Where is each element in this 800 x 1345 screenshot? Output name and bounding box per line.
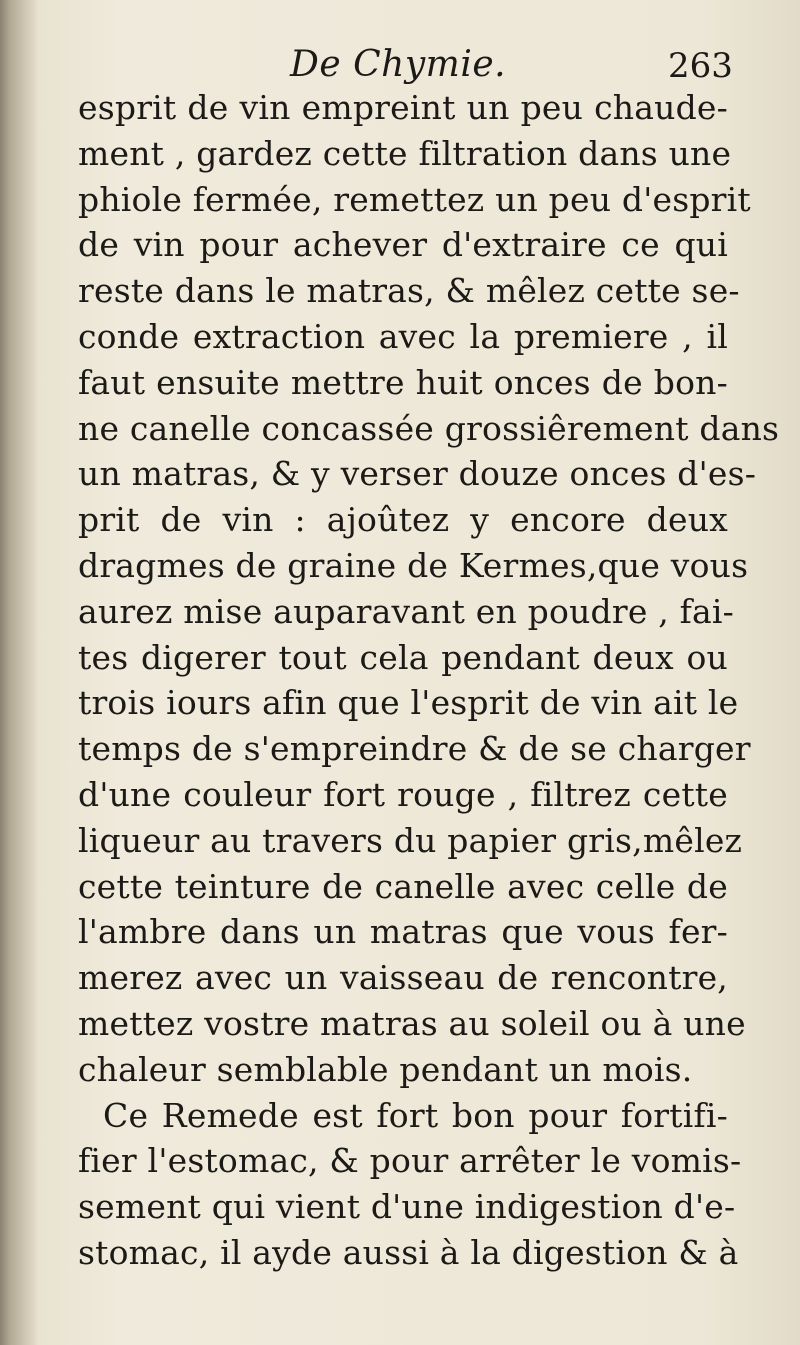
text-line: d'une couleur fort rouge , filtrez cette [78,774,728,814]
text-line: temps de s'empreindre & de se charger [78,729,751,769]
text-line: sement qui vient d'une indigestion d'e- [78,1187,736,1227]
text-line: reste dans le matras, & mêlez cette se- [78,271,740,311]
text-line: merez avec un vaisseau de rencontre, [78,958,728,998]
text-line: l'ambre dans un matras que vous fer- [78,912,728,952]
running-title: De Chymie. [290,44,507,85]
text-line: fier l'estomac, & pour arrêter le vomis- [78,1141,742,1181]
text-line: un matras, & y verser douze onces d'es- [78,454,757,494]
paragraph-start-line: Ce Remede est fort bon pour fortifi- [103,1095,728,1135]
text-line: mettez vostre matras au soleil ou à une [78,1003,746,1043]
body-text [78,85,780,1276]
text-line: ne canelle concassée grossiêrement dans [78,408,780,448]
text-line: stomac, il ayde aussi à la digestion & à [78,1232,739,1272]
text-line: phiole fermée, remettez un peu d'esprit [78,179,751,219]
text-line: aurez mise auparavant en poudre , fai- [78,591,735,631]
text-line: chaleur semblable pendant un mois. [78,1049,693,1089]
text-line: faut ensuite mettre huit onces de bon- [78,362,728,402]
text-line: liqueur au travers du papier gris,mêlez [78,820,743,860]
text-line: de vin pour achever d'extraire ce qui [78,225,728,265]
text-line: prit de vin : ajoûtez y encore deux [78,500,728,540]
text-line: ment , gardez cette filtration dans une [78,133,732,173]
text-line: conde extraction avec la premiere , il [78,316,728,356]
text-line: tes digerer tout cela pendant deux ou [78,637,728,677]
text-line: cette teinture de canelle avec celle de [78,866,728,906]
binding-gutter [0,0,38,1345]
page-number: 263 [668,46,733,86]
text-line: dragmes de graine de Kermes,que vous [78,545,749,585]
text-line: esprit de vin empreint un peu chaude- [78,88,728,127]
text-line: trois iours afin que l'esprit de vin ait le [78,683,739,723]
